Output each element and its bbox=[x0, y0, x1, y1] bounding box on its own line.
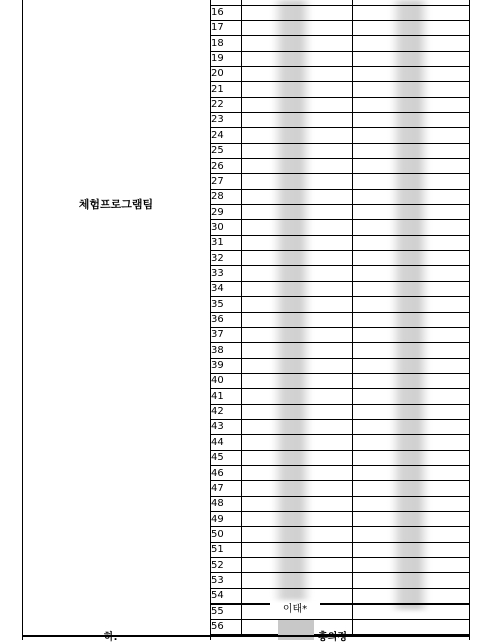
row-number: 50 bbox=[211, 528, 224, 540]
row-divider bbox=[210, 312, 470, 313]
row-number: 18 bbox=[211, 37, 224, 49]
row-divider bbox=[210, 235, 470, 236]
row-number: 17 bbox=[211, 22, 224, 34]
row-divider bbox=[210, 189, 470, 190]
row-number: 45 bbox=[211, 452, 224, 464]
row-divider bbox=[210, 66, 470, 67]
row-number: 28 bbox=[211, 191, 224, 203]
row-divider bbox=[210, 572, 470, 573]
row-divider bbox=[210, 35, 470, 36]
next-section-label: 하. bbox=[104, 632, 118, 643]
section-divider bbox=[22, 635, 470, 637]
row-divider bbox=[210, 265, 470, 266]
row-divider bbox=[210, 204, 470, 205]
row-divider bbox=[210, 97, 470, 98]
row-number: 53 bbox=[211, 574, 224, 586]
row-divider bbox=[210, 250, 470, 251]
row-divider bbox=[210, 588, 470, 589]
row-divider bbox=[210, 465, 470, 466]
row-number: 38 bbox=[211, 344, 224, 356]
row-number: 41 bbox=[211, 390, 224, 402]
row-divider bbox=[210, 603, 470, 605]
row-divider bbox=[210, 81, 470, 82]
row-divider bbox=[210, 173, 470, 174]
row-number: 31 bbox=[211, 237, 224, 249]
row-divider bbox=[210, 419, 470, 420]
row-number: 24 bbox=[211, 129, 224, 141]
row-number: 25 bbox=[211, 145, 224, 157]
row-number: 29 bbox=[211, 206, 224, 218]
row-number: 22 bbox=[211, 99, 224, 111]
row-divider bbox=[210, 542, 470, 543]
row-number: 16 bbox=[211, 7, 224, 18]
row-divider bbox=[210, 557, 470, 558]
row-divider bbox=[210, 112, 470, 113]
row-divider bbox=[210, 358, 470, 359]
row-divider bbox=[210, 404, 470, 405]
row-divider bbox=[210, 342, 470, 343]
row-number: 51 bbox=[211, 544, 224, 556]
row-divider bbox=[210, 296, 470, 297]
row-number: 36 bbox=[211, 314, 224, 325]
row-number: 46 bbox=[211, 467, 224, 479]
row-number: 49 bbox=[211, 513, 224, 525]
row-divider bbox=[210, 20, 470, 21]
row-divider bbox=[210, 373, 470, 374]
row-divider bbox=[210, 526, 470, 527]
row-divider bbox=[210, 496, 470, 497]
row-divider bbox=[210, 143, 470, 144]
row-number: 56 bbox=[211, 621, 224, 632]
next-section-name: 홍의정 bbox=[318, 632, 347, 643]
row-divider bbox=[210, 480, 470, 481]
row-number: 20 bbox=[211, 68, 224, 80]
row-divider bbox=[210, 5, 470, 6]
row-number: 26 bbox=[211, 160, 224, 172]
row-number: 33 bbox=[211, 267, 224, 279]
row-number: 23 bbox=[211, 114, 224, 126]
redacted-name-column bbox=[272, 0, 312, 600]
row-divider bbox=[210, 511, 470, 512]
etc-entry-label: 이태* bbox=[270, 603, 320, 617]
row-number: 19 bbox=[211, 53, 224, 65]
row-number: 35 bbox=[211, 298, 224, 310]
row-divider bbox=[210, 327, 470, 328]
group-label: 체험프로그램팀 bbox=[78, 198, 154, 211]
grid-line bbox=[241, 0, 242, 636]
row-number: 52 bbox=[211, 559, 224, 571]
row-number: 27 bbox=[211, 175, 224, 187]
row-number: 48 bbox=[211, 498, 224, 510]
row-number: 39 bbox=[211, 360, 224, 372]
row-divider bbox=[210, 281, 470, 282]
row-divider bbox=[210, 219, 470, 220]
row-divider bbox=[210, 127, 470, 128]
row-number: 43 bbox=[211, 421, 224, 433]
row-number: 47 bbox=[211, 482, 224, 494]
row-number: 44 bbox=[211, 436, 224, 448]
grid-line bbox=[22, 0, 23, 640]
row-number: 21 bbox=[211, 83, 224, 95]
row-number: 34 bbox=[211, 283, 224, 295]
row-divider bbox=[210, 619, 470, 620]
row-divider bbox=[210, 51, 470, 52]
row-number: 42 bbox=[211, 406, 224, 418]
redacted-cell bbox=[278, 620, 314, 640]
row-number: 54 bbox=[211, 590, 224, 602]
row-number: 40 bbox=[211, 375, 224, 387]
row-divider bbox=[210, 158, 470, 159]
row-number: 30 bbox=[211, 221, 224, 233]
row-number: 37 bbox=[211, 329, 224, 341]
row-number: 55 bbox=[211, 605, 224, 617]
redacted-contact-column bbox=[390, 0, 430, 610]
row-number: 32 bbox=[211, 252, 224, 264]
row-divider bbox=[210, 450, 470, 451]
row-divider bbox=[210, 388, 470, 389]
grid-line bbox=[352, 0, 353, 636]
row-divider bbox=[210, 434, 470, 435]
